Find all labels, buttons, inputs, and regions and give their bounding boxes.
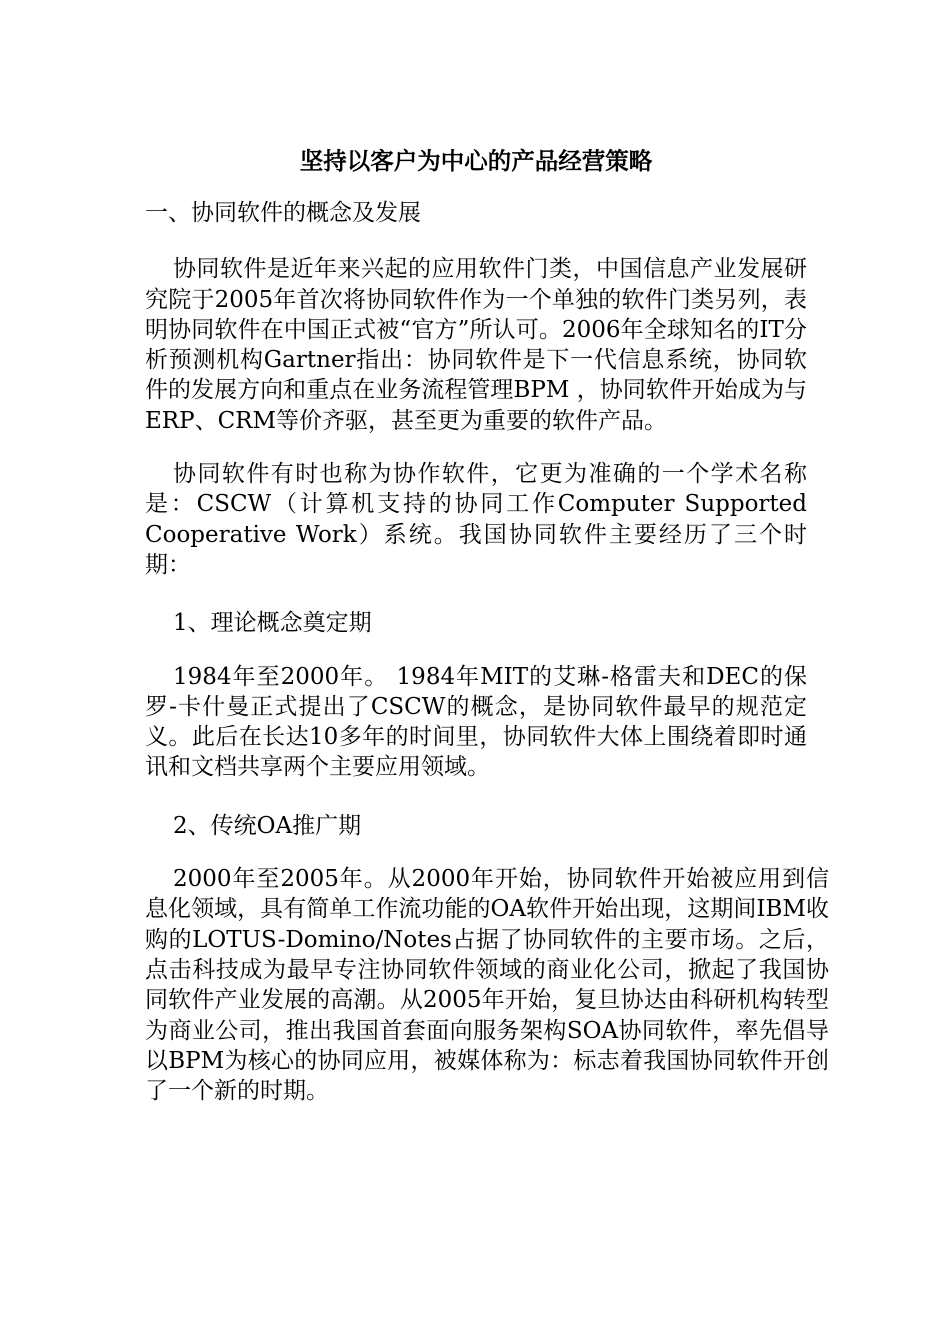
subheading-period-1: 1、理论概念奠定期 (173, 610, 372, 637)
document-page (145, 140, 829, 1106)
section-heading: 一、协同软件的概念及发展 (145, 200, 421, 226)
paragraph-period-2: 2000年至2005年。从2000年开始，协同软件开始被应用到信息化领域，具有简单工作流功能的OA软件开始出现，这期间IBM收购的LOTUS-Domino/Notes占据了协同软件的主要市场。之后，点击科技成为最早专注协同软件领域的商业化公司，掀起了我国协同软件产业发展的高潮。从2005年开始，复旦协达由科研机构转型为商业公司，推出我国首套面向服务架构SOA协同软件，率先倡导以BPM为核心的协同应用，被媒体称为：标志着我国协同软件开创了一个新的时期。 (145, 866, 829, 1105)
subheading-period-2: 2、传统OA推广期 (173, 812, 362, 839)
paragraph-period-1: 1984年至2000年。 1984年MIT的艾琳-格雷夫和DEC的保罗-卡什曼正式提出了CSCW的概念，是协同软件最早的规范定义。此后在长达10多年的时间里，协同软件大体上围绕着即时通讯和文档共享两个主要应用领域。 (145, 663, 807, 781)
paragraph-cscw: 协同软件有时也称为协作软件，它更为准确的一个学术名称是：CSCW（计算机支持的协同工作Computer Supported Cooperative Work）系统。我国协同软件主要经历了三个时期： (145, 461, 807, 578)
paragraph-intro: 协同软件是近年来兴起的应用软件门类，中国信息产业发展研究院于2005年首次将协同软件作为一个单独的软件门类另列，表明协同软件在中国正式被“官方”所认可。2006年全球知名的IT分析预测机构Gartner指出：协同软件是下一代信息系统，协同软件的发展方向和重点在业务流程管理BPM ，协同软件开始成为与ERP、CRM等价齐驱，甚至更为重要的软件产品。 (145, 256, 807, 434)
document-title: 坚持以客户为中心的产品经营策略 (299, 147, 653, 175)
